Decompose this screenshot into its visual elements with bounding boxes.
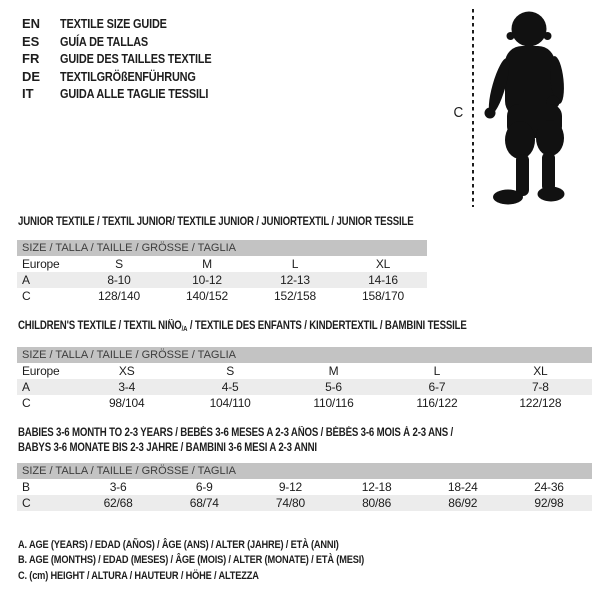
language-row-de	[22, 68, 240, 86]
table-row	[17, 256, 427, 272]
table-row	[17, 479, 592, 495]
size-header-label: SIZE / TALLA / TAILLE / GRÖSSE / TAGLIA	[22, 465, 236, 477]
language-code: IT	[22, 86, 34, 101]
footnote-a: A. AGE (YEARS) / EDAD (AÑOS) / ÂGE (ANS) / ALTER (JAHRE) / ETÀ (ANNI)	[18, 539, 339, 551]
language-title: TEXTILGRÖßENFÜHRUNG	[60, 68, 196, 84]
babies-size-table	[17, 463, 592, 511]
junior-table-rows	[17, 256, 427, 304]
babies-table-title: BABIES 3-6 MONTH TO 2-3 YEARS / BEBÉS 3-6 MESES A 2-3 AÑOS / BÉBÉS 3-6 MOIS À 2-3 ANS / BABYS 3-6 MONATE BIS 2-3 JAHRE / BAMBINI 3-6 MESI A 2-3 ANNI	[18, 427, 454, 454]
language-row-es	[22, 33, 240, 51]
table-cell: 122/128	[519, 396, 562, 410]
size-header-label: SIZE / TALLA / TAILLE / GRÖSSE / TAGLIA	[22, 242, 236, 254]
language-row-en	[22, 15, 240, 33]
junior-size-table	[17, 240, 427, 304]
size-header-label: SIZE / TALLA / TAILLE / GRÖSSE / TAGLIA	[22, 349, 236, 361]
language-code: ES	[22, 33, 40, 49]
table-cell: 152/158	[274, 289, 316, 303]
size-header-bar	[17, 240, 427, 256]
table-cell: 6-9	[195, 480, 213, 494]
footnotes	[18, 538, 430, 584]
row-label: B	[22, 480, 30, 494]
table-cell: 128/140	[98, 289, 140, 303]
table-cell: XL	[533, 364, 548, 378]
children-table-rows	[17, 363, 592, 411]
row-label: C	[22, 289, 31, 303]
table-row	[17, 379, 592, 395]
size-header-bar	[17, 463, 592, 479]
table-cell: XL	[375, 257, 391, 271]
row-label: A	[22, 380, 30, 394]
language-row-it	[22, 85, 240, 103]
table-cell: 7-8	[531, 380, 549, 394]
table-cell: 6-7	[428, 380, 446, 394]
row-label: C	[22, 496, 31, 510]
table-cell: 18-24	[447, 480, 478, 494]
table-cell: 80/86	[362, 496, 392, 510]
table-cell: 3-6	[109, 480, 127, 494]
table-row	[17, 363, 592, 379]
table-row	[17, 272, 427, 288]
table-cell: 116/122	[416, 396, 458, 410]
table-cell: 12-18	[361, 480, 392, 494]
babies-table-rows	[17, 479, 592, 511]
table-cell: M	[202, 257, 212, 271]
language-row-fr	[22, 50, 240, 68]
table-cell: XS	[118, 364, 135, 378]
language-title: TEXTILE SIZE GUIDE	[60, 16, 167, 31]
table-cell: S	[226, 364, 235, 378]
gender-subscript: /A	[181, 324, 188, 333]
table-cell: 8-10	[107, 273, 131, 287]
table-cell: L	[291, 257, 299, 271]
table-cell: 110/116	[313, 396, 354, 410]
language-code: DE	[22, 68, 41, 84]
table-cell: 140/152	[186, 289, 228, 303]
table-cell: L	[433, 364, 441, 378]
table-row	[17, 288, 427, 304]
language-code: FR	[22, 51, 40, 66]
junior-table-title: JUNIOR TEXTILE / TEXTIL JUNIOR/ TEXTILE JUNIOR / JUNIORTEXTIL / JUNIOR TESSILE	[18, 216, 414, 228]
footnote-c: C. (cm) HEIGHT / ALTURA / HAUTEUR / HÖHE / ALTEZZA	[18, 569, 259, 582]
language-title: GUIDA ALLE TAGLIE TESSILI	[60, 86, 209, 101]
footnote-b: B. AGE (MONTHS) / EDAD (MESES) / ÂGE (MOIS) / ALTER (MONATE) / ETÀ (MESI)	[18, 554, 365, 567]
table-cell: 98/104	[108, 396, 145, 410]
baby-silhouette-icon	[479, 6, 589, 208]
language-title: GUIDE DES TAILLES TEXTILE	[60, 51, 212, 66]
table-cell: 74/80	[275, 496, 305, 510]
children-size-table	[17, 347, 592, 411]
row-label: Europe	[22, 364, 60, 378]
table-row	[17, 395, 592, 411]
table-cell: 68/74	[189, 496, 219, 510]
row-label: C	[22, 396, 31, 410]
table-cell: 14-16	[368, 273, 398, 287]
size-header-bar	[17, 347, 592, 363]
table-cell: 86/92	[448, 496, 478, 510]
row-label: Europe	[22, 257, 60, 271]
table-cell: 5-6	[325, 380, 342, 394]
table-cell: 4-5	[221, 380, 239, 394]
height-measure-dashed-line	[472, 9, 474, 207]
language-code: EN	[22, 16, 41, 31]
table-cell: 10-12	[192, 273, 222, 287]
row-label: A	[22, 273, 30, 287]
table-cell: 3-4	[118, 380, 136, 394]
table-cell: 104/110	[209, 396, 251, 410]
language-title: GUÍA DE TALLAS	[60, 33, 149, 49]
table-cell: M	[328, 364, 339, 378]
height-measure-label: C	[453, 104, 464, 121]
table-cell: 62/68	[103, 496, 133, 510]
table-row	[17, 495, 592, 511]
table-cell: 12-13	[280, 273, 310, 287]
table-cell: 9-12	[278, 480, 303, 494]
language-list	[22, 15, 240, 103]
table-cell: 92/98	[534, 496, 564, 510]
table-cell: 158/170	[362, 289, 404, 303]
children-table-title: CHILDREN'S TEXTILE / TEXTIL $NIÑO_{/A}$ / TEXTILE DES ENFANTS / KINDERTEXTIL / BAMBINI TESSILE	[18, 320, 467, 333]
table-cell: S	[115, 257, 123, 271]
table-cell: 24-36	[534, 480, 564, 494]
